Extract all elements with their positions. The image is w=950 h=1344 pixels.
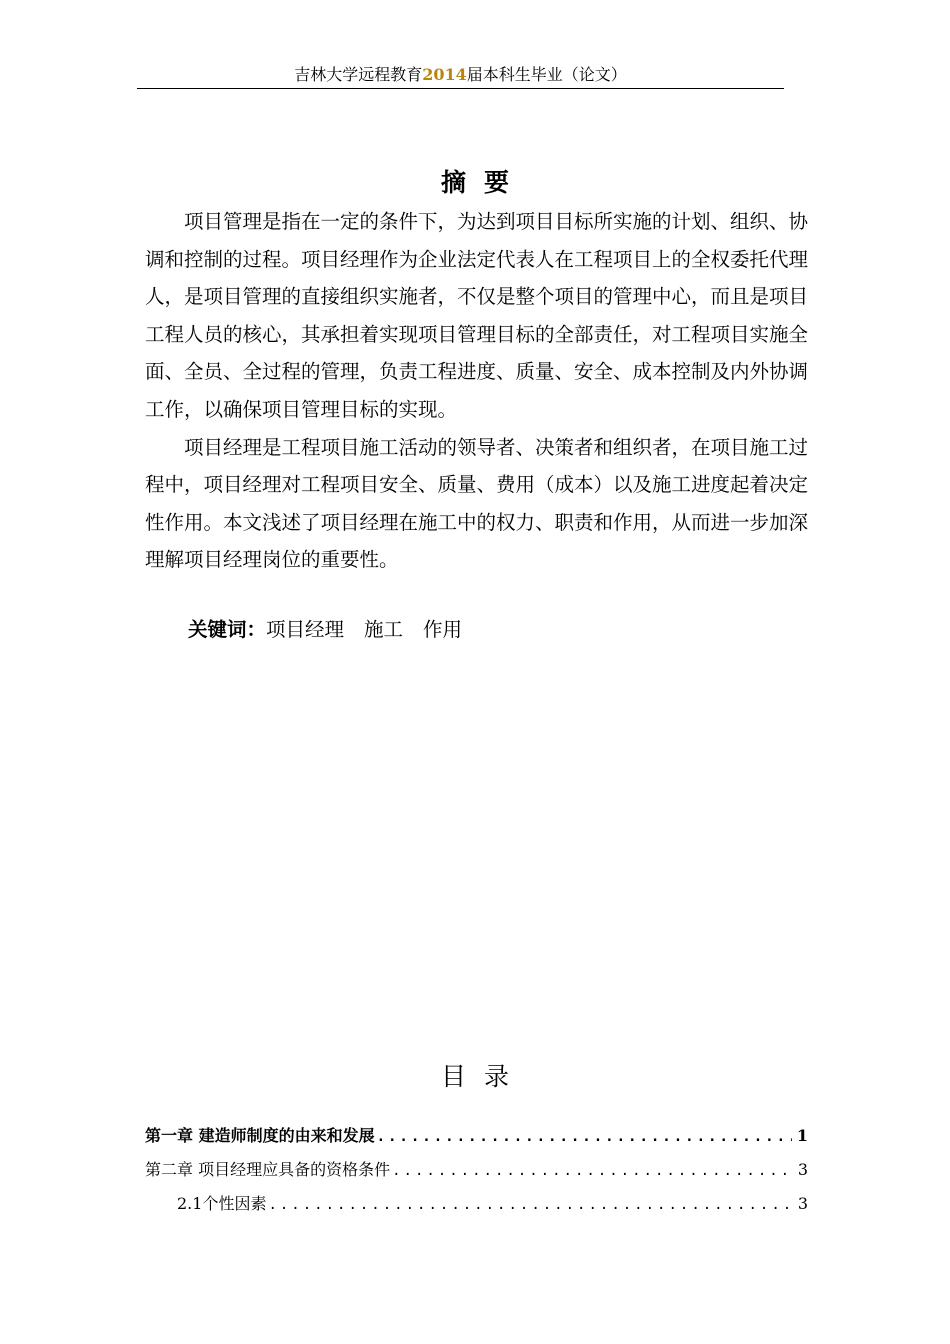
abstract-paragraph-1: 项目管理是指在一定的条件下，为达到项目目标所实施的计划、组织、协调和控制的过程。项目经理作为企业法定代表人在工程项目上的全权委托代理人，是项目管理的直接组织实施者，不仅是整个项目的管理中心，而且是项目工程人员的核心，其承担着实现项目管理目标的全部责任，对工程项目实施全面、全员、全过程的管理，负责工程进度、质量、安全、成本控制及内外协调工作，以确保项目管理目标的实现。	[145, 210, 809, 421]
toc-entry-chapter-2[interactable]	[145, 1153, 808, 1187]
toc-page-number: 3	[797, 1160, 808, 1179]
keywords-label: 关键词：	[188, 618, 267, 641]
keyword-item: 施工	[364, 618, 404, 641]
toc-entry-text: 第一章 建造师制度的由来和发展	[145, 1126, 375, 1145]
abstract-title: 摘要	[440, 168, 527, 197]
toc-entry-text: 第二章 项目经理应具备的资格条件	[145, 1160, 391, 1179]
keyword-item: 作用	[423, 618, 463, 641]
abstract-paragraph-2: 项目经理是工程项目施工活动的领导者、决策者和组织者，在项目施工过程中，项目经理对工程项目安全、质量、费用（成本）以及施工进度起着决定性作用。本文浅述了项目经理在施工中的权力、职责和作用，从而进一步加深理解项目经理岗位的重要性。	[145, 435, 809, 572]
abstract-body	[145, 203, 808, 579]
header-school: 吉林大学远程教育	[294, 65, 423, 84]
toc-leader-dots	[392, 1154, 792, 1188]
page-header	[137, 62, 784, 89]
toc-page-number: 3	[797, 1194, 808, 1213]
toc-leader-dots	[268, 1188, 792, 1222]
toc-leader-dots	[377, 1120, 792, 1154]
toc-page-number: 1	[796, 1126, 808, 1145]
toc-entry-chapter-1[interactable]	[145, 1119, 808, 1153]
toc-title: 目录	[440, 1062, 527, 1091]
keyword-item: 项目经理	[266, 618, 345, 641]
toc-entry-text: 2.1个性因素	[177, 1194, 267, 1213]
toc-entry-section-2-1[interactable]	[145, 1187, 808, 1221]
header-suffix: 届本科生毕业（论文）	[466, 65, 627, 84]
keywords-line	[188, 611, 482, 648]
header-year: 2014	[422, 65, 467, 84]
table-of-contents	[145, 1119, 808, 1221]
